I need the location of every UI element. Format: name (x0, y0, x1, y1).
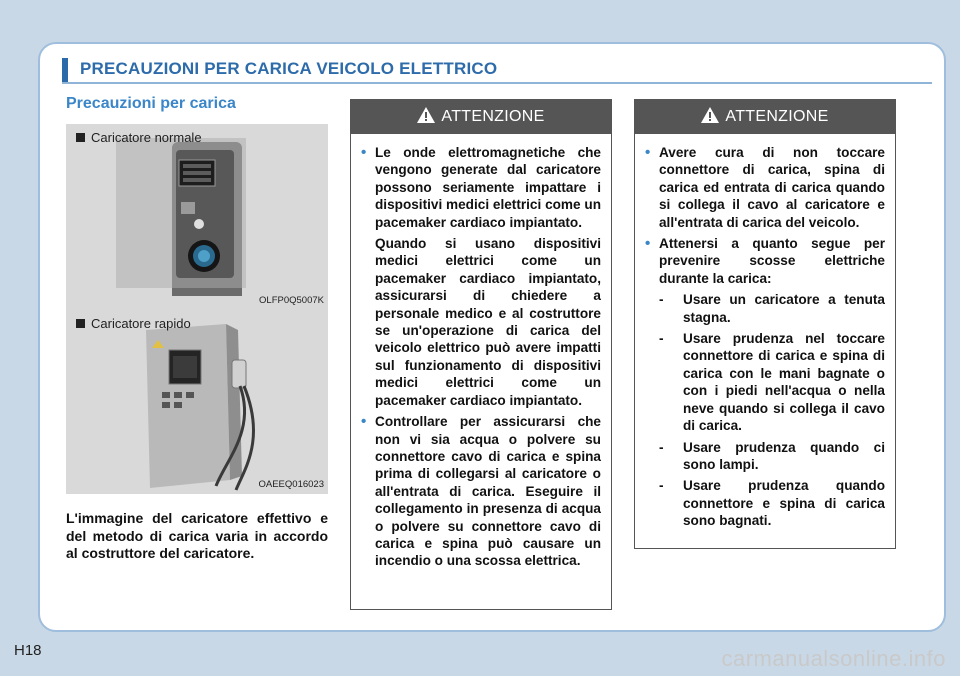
section-title-bar (62, 58, 932, 84)
warning-item: • Attenersi a quanto segue per prevenire scosse elettriche durante la carica: (645, 235, 885, 286)
fast-charger-code: OAEEQ016023 (258, 479, 324, 490)
normal-charger-illustration (66, 124, 328, 310)
normal-charger-image (66, 124, 328, 310)
warning-item: • Avere cura di non toccare connettore di carica, spina di carica ed entrata di carica quando si collega il cavo al caricatore e all'entrata di carica del veicolo. (645, 144, 885, 230)
normal-charger-label: Caricatore normale (76, 130, 202, 145)
warning-header (635, 100, 895, 134)
warning-item: • Controllare per assicurarsi che non vi sia acqua o polvere su connettore cavo di carica e spina prima di collegarsi al caricatore o all'entrata di carica. Eseguire il collegamento in presenza di acqua o polvere su connettore cavo di carica e spina può causare un incendio o una scossa elettrica. (361, 413, 601, 569)
warning-triangle-icon (417, 102, 435, 136)
fast-charger-label: Caricatore rapido (76, 316, 191, 331)
image-caption: L'immagine del caricatore effettivo e del metodo di carica varia in accordo al costruttore del caricatore. (66, 510, 328, 561)
warning-subitem: - Usare prudenza nel toccare connettore di carica e spina di carica con le mani bagnate o con i piedi nell'acqua o nella neve quando si collega il cavo di carica. (659, 331, 885, 434)
warning-box-left (350, 99, 612, 610)
warning-box-right (634, 99, 896, 549)
subsection-title: Precauzioni per carica (66, 95, 236, 112)
warning-title: ATTENZIONE (441, 108, 545, 125)
warning-triangle-icon (701, 102, 719, 136)
warning-subitem: - Usare un caricatore a tenuta stagna. (659, 292, 885, 325)
fast-charger-illustration (66, 310, 328, 494)
title-accent (62, 58, 68, 82)
warning-header (351, 100, 611, 134)
warning-title: ATTENZIONE (725, 108, 829, 125)
warning-item-continued: Quando si usano dispositivi medici elettrici come un pacemaker cardiaco impiantato, assicurarsi di chiedere a personale medico e al costruttore se un'operazione di carica del veicolo elettrico può avere impatti sul funzionamento di dispositivi medici elettrici come un pacemaker cardiaco impiantato. (375, 236, 601, 408)
page-title: PRECAUZIONI PER CARICA VEICOLO ELETTRICO (80, 59, 498, 78)
warning-subitem: - Usare prudenza quando connettore e spina di carica sono bagnati. (659, 478, 885, 529)
warning-item: • Le onde elettromagnetiche che vengono generate dal caricatore possono seriamente impattare i dispositivi medici elettrici come un pacemaker cardiaco impiantato. (361, 144, 601, 230)
watermark: carmanualsonline.info (721, 646, 946, 671)
manual-page (38, 42, 946, 632)
warning-subitem: - Usare prudenza quando ci sono lampi. (659, 439, 885, 472)
fast-charger-image (66, 310, 328, 494)
normal-charger-code: OLFP0Q5007K (259, 295, 324, 306)
page-number: H18 (14, 642, 42, 659)
